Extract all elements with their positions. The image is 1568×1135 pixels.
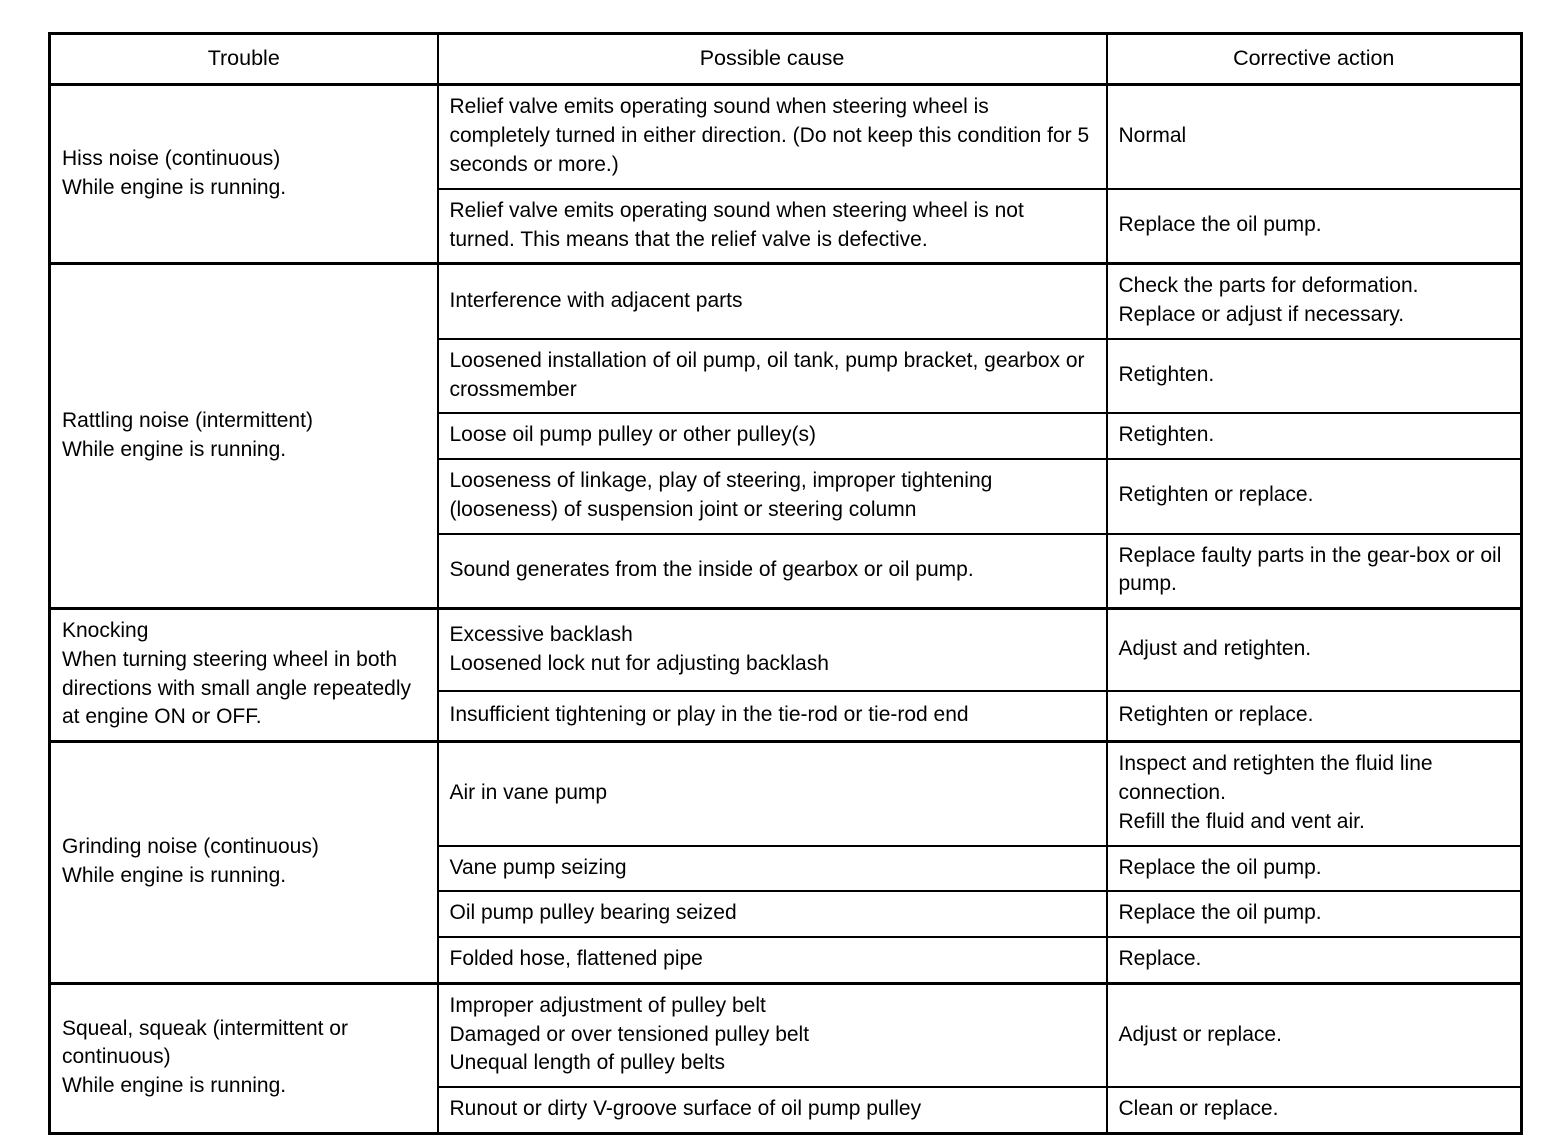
trouble-cell: Grinding noise (continuous) While engine is running.	[50, 742, 438, 984]
column-header-corrective-action: Corrective action	[1107, 34, 1522, 85]
possible-cause-cell: Relief valve emits operating sound when steering wheel is completely turned in either direction. (Do not keep this condition for 5 seconds or more.)	[438, 85, 1107, 189]
possible-cause-cell: Oil pump pulley bearing seized	[438, 891, 1107, 937]
table-header	[50, 34, 1522, 85]
trouble-cell: Rattling noise (intermittent) While engine is running.	[50, 264, 438, 609]
trouble-cell: Knocking When turning steering wheel in both directions with small angle repeatedly at engine ON or OFF.	[50, 609, 438, 742]
corrective-action-cell: Adjust or replace.	[1107, 983, 1522, 1087]
table-row	[50, 742, 1522, 846]
table-header-row	[50, 34, 1522, 85]
possible-cause-cell: Runout or dirty V-groove surface of oil pump pulley	[438, 1087, 1107, 1133]
possible-cause-cell: Loose oil pump pulley or other pulley(s)	[438, 413, 1107, 459]
corrective-action-cell: Check the parts for deformation. Replace or adjust if necessary.	[1107, 264, 1522, 339]
corrective-action-cell: Retighten.	[1107, 413, 1522, 459]
possible-cause-cell: Insufficient tightening or play in the tie-rod or tie-rod end	[438, 691, 1107, 742]
corrective-action-cell: Retighten.	[1107, 339, 1522, 414]
possible-cause-cell: Folded hose, flattened pipe	[438, 937, 1107, 983]
possible-cause-cell: Improper adjustment of pulley belt Damaged or over tensioned pulley belt Unequal length of pulley belts	[438, 983, 1107, 1087]
possible-cause-cell: Loosened installation of oil pump, oil tank, pump bracket, gearbox or crossmember	[438, 339, 1107, 414]
corrective-action-cell: Retighten or replace.	[1107, 691, 1522, 742]
troubleshooting-table	[48, 32, 1523, 1135]
corrective-action-cell: Replace faulty parts in the gear-box or oil pump.	[1107, 534, 1522, 609]
corrective-action-cell: Replace.	[1107, 937, 1522, 983]
possible-cause-cell: Interference with adjacent parts	[438, 264, 1107, 339]
corrective-action-cell: Adjust and retighten.	[1107, 609, 1522, 691]
corrective-action-cell: Clean or replace.	[1107, 1087, 1522, 1133]
trouble-cell: Hiss noise (continuous) While engine is running.	[50, 85, 438, 264]
possible-cause-cell: Relief valve emits operating sound when steering wheel is not turned. This means that the relief valve is defective.	[438, 189, 1107, 264]
corrective-action-cell: Inspect and retighten the fluid line connection. Refill the fluid and vent air.	[1107, 742, 1522, 846]
possible-cause-cell: Excessive backlash Loosened lock nut for adjusting backlash	[438, 609, 1107, 691]
corrective-action-cell: Replace the oil pump.	[1107, 189, 1522, 264]
corrective-action-cell: Replace the oil pump.	[1107, 891, 1522, 937]
possible-cause-cell: Looseness of linkage, play of steering, improper tightening (looseness) of suspension joint or steering column	[438, 459, 1107, 534]
column-header-possible-cause: Possible cause	[438, 34, 1107, 85]
possible-cause-cell: Air in vane pump	[438, 742, 1107, 846]
corrective-action-cell: Retighten or replace.	[1107, 459, 1522, 534]
column-header-trouble: Trouble	[50, 34, 438, 85]
trouble-cell: Squeal, squeak (intermittent or continuous) While engine is running.	[50, 983, 438, 1133]
corrective-action-cell: Normal	[1107, 85, 1522, 189]
possible-cause-cell: Sound generates from the inside of gearbox or oil pump.	[438, 534, 1107, 609]
table-body	[50, 85, 1522, 1133]
table-row	[50, 609, 1522, 691]
corrective-action-cell: Replace the oil pump.	[1107, 846, 1522, 892]
table-row	[50, 85, 1522, 189]
table-row	[50, 264, 1522, 339]
table-row	[50, 983, 1522, 1087]
possible-cause-cell: Vane pump seizing	[438, 846, 1107, 892]
